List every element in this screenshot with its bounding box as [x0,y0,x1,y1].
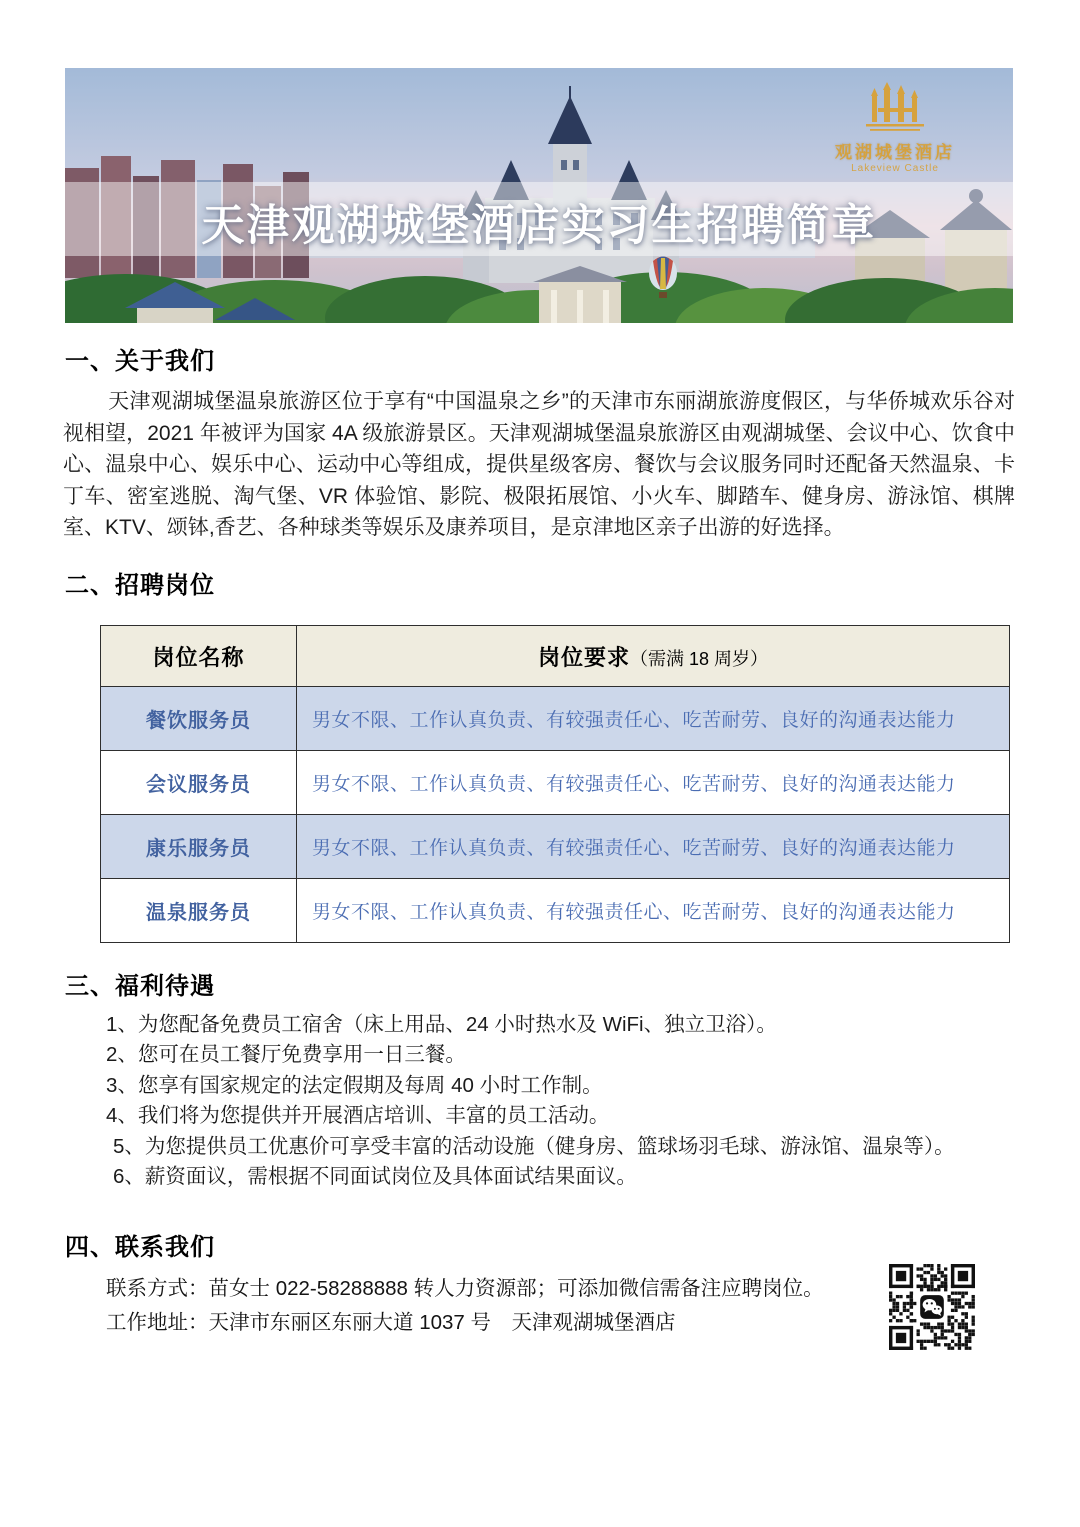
positions-table [100,625,1010,943]
table-row [101,751,1010,815]
column-header-position-requirement [297,626,1010,687]
positions-table-body [101,687,1010,943]
column-header-position-name: 岗位名称 [101,626,297,687]
about-paragraph: 天津观湖城堡温泉旅游区位于享有“中国温泉之乡”的天津市东丽湖旅游度假区，与华侨城欢乐谷对视相望，2021 年被评为国家 4A 级旅游景区。天津观湖城堡温泉旅游区由观湖城堡、会议中心、饮食中心、温泉中心、娱乐中心、运动中心等组成，提供星级客房、餐饮与会议服务同时还配备天然温泉、卡丁车、密室逃脱、淘气堡、VR 体验馆、影院、极限拓展馆、小火车、脚踏车、健身房、游泳馆、棋牌室、KTV、颂钵,香艺、各种球类等娱乐及康养项目，是京津地区亲子出游的好选择。 [63,390,1015,540]
position-name-cell: 餐饮服务员 [101,687,297,751]
benefits-list [106,1010,1016,1192]
benefit-item: 1、为您配备免费员工宿舍（床上用品、24 小时热水及 WiFi、独立卫浴）。 [106,1013,777,1036]
banner-title: 天津观湖城堡酒店实习生招聘简章 [201,202,877,250]
benefit-item: 4、我们将为您提供并开展酒店培训、丰富的员工活动。 [106,1104,610,1128]
section-heading-about: 一、关于我们 [65,348,215,375]
logo-name-cn: 观湖城堡酒店 [835,143,955,162]
table-header-row [101,626,1010,687]
wechat-qr-code [889,1264,975,1350]
banner-image [65,68,1013,323]
position-name-cell: 会议服务员 [101,751,297,815]
castle-logo-icon [858,82,932,134]
hotel-logo [815,82,975,176]
benefit-item: 2、您可在员工餐厅免费享用一日三餐。 [106,1043,466,1067]
position-name-cell: 温泉服务员 [101,879,297,943]
benefit-item: 6、薪资面议，需根据不同面试岗位及具体面试结果面议。 [113,1165,637,1189]
table-row [101,879,1010,943]
position-name-cell: 康乐服务员 [101,815,297,879]
wechat-icon [920,1295,944,1319]
contact-phone-line: 联系方式：苗女士 022-58288888 转人力资源部；可添加微信需备注应聘岗位。 [106,1277,824,1300]
benefit-item: 3、您享有国家规定的法定假期及每周 40 小时工作制。 [106,1073,603,1097]
contact-info [106,1272,881,1339]
contact-address-line: 工作地址：天津市东丽区东丽大道 1037 号 天津观湖城堡酒店 [106,1310,676,1334]
requirement-header-note: （需满 18 周岁） [629,648,769,669]
requirement-header-label: 岗位要求 [537,644,630,670]
position-requirement-cell: 男女不限、工作认真负责、有较强责任心、吃苦耐劳、良好的沟通表达能力 [297,815,1010,879]
section-heading-benefits: 三、福利待遇 [65,973,215,1000]
position-requirement-cell: 男女不限、工作认真负责、有较强责任心、吃苦耐劳、良好的沟通表达能力 [297,687,1010,751]
position-requirement-cell: 男女不限、工作认真负责、有较强责任心、吃苦耐劳、良好的沟通表达能力 [297,751,1010,815]
table-row [101,687,1010,751]
logo-name-en: Lakeview Castle [851,163,939,175]
section-heading-positions: 二、招聘岗位 [65,572,215,599]
section-heading-contact: 四、联系我们 [65,1234,215,1261]
position-requirement-cell: 男女不限、工作认真负责、有较强责任心、吃苦耐劳、良好的沟通表达能力 [297,879,1010,943]
qr-code-image [889,1264,975,1350]
benefit-item: 5、为您提供员工优惠价可享受丰富的活动设施（健身房、篮球场羽毛球、游泳馆、温泉等）。 [113,1134,955,1158]
table-row [101,815,1010,879]
